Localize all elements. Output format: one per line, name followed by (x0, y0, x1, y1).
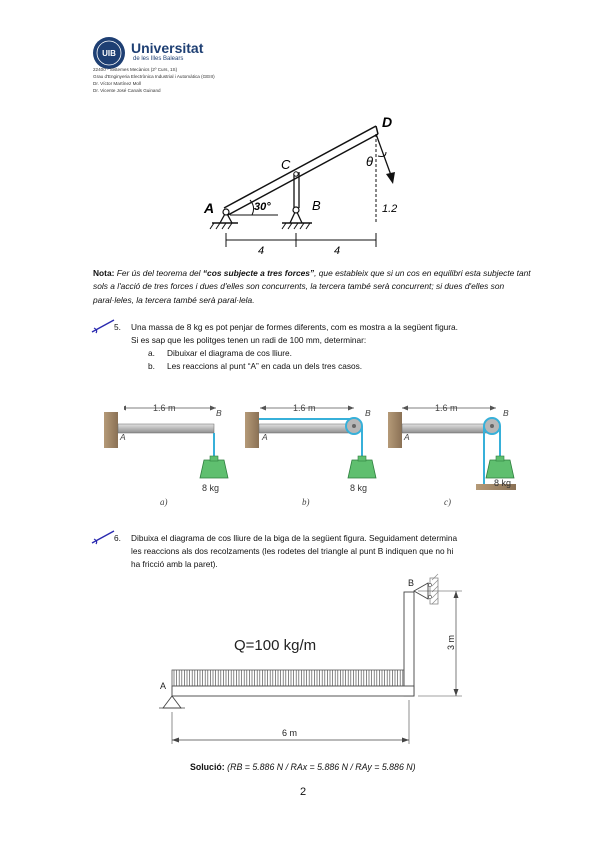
figure-loaded-beam (150, 572, 480, 758)
header-line: 22400 - Sistemes Mecànics (2º Curs, 1S) (93, 67, 178, 72)
note-body: , que estableix que si un cos en equilibri esta subjecte tant sols a l'acció de tres forces i dues d'elles son concurrents, la tercera també serà concurrent; si dues d'elles son paral·leles, la tercera també serà paral·lela. (93, 268, 531, 305)
theorem-note (93, 267, 533, 307)
problem6-line1: Dibuixa el diagrama de cos lliure de la biga de la següent figura. Seguidament determina (131, 533, 458, 543)
header-line: Grau d'Enginyeria Electrònica Industrial i Automàtica (GEIII) (93, 74, 215, 79)
load-label: Q=100 kg/m (234, 637, 317, 654)
dim-v-label: 3 m (446, 634, 456, 650)
caption-b: b) (302, 497, 310, 507)
university-logo (92, 36, 126, 70)
label-dim1: 4 (258, 245, 265, 257)
note-quote: “cos subjecte a tres forces” (202, 268, 315, 278)
support-a-label: A (160, 681, 167, 691)
label-b: B (312, 198, 321, 213)
dim-label: 1.6 m (435, 403, 458, 413)
problem5-item-a: Dibuixar el diagrama de cos lliure. (167, 348, 292, 358)
problem5-line2: Si es sap que les politges tenen un radi de 100 mm, determinar: (131, 335, 367, 345)
checkmark-icon (90, 318, 116, 334)
problem5-line1: Una massa de 8 kg es pot penjar de formes diferents, com es mostra a la següent figura. (131, 322, 458, 332)
point-a-label: A (120, 432, 126, 442)
label-a: A (204, 200, 215, 216)
problem5-number: 5. (114, 322, 121, 332)
distributed-load (174, 670, 403, 686)
dim-label: 1.6 m (153, 403, 176, 413)
dim-label: 1.6 m (293, 403, 316, 413)
support-b-label: B (408, 578, 415, 588)
university-subtitle: de les Illes Balears (133, 56, 184, 62)
label-theta: θ (366, 154, 374, 169)
label-force: 1.2 (382, 203, 398, 215)
label-d: D (382, 114, 393, 130)
checkmark-icon (90, 529, 116, 545)
label-c: C (281, 157, 291, 172)
problem6-number: 6. (114, 533, 121, 543)
figure-three-force-body (190, 112, 420, 260)
case-c (388, 403, 516, 490)
header-line: Dr. Víctor Martínez Moll (93, 81, 141, 86)
point-a-label: A (404, 432, 410, 442)
problem6-line2: les reaccions als dos recolzaments (les rodetes del triangle al punt B indiquen que no hi (131, 546, 454, 556)
point-a-label: A (262, 432, 268, 442)
problem6-line3: ha fricció amb la paret). (131, 559, 218, 569)
mass-label: 8 kg (202, 483, 220, 493)
mass-label: 8 kg (350, 483, 368, 493)
point-b-label: B (503, 408, 509, 418)
label-dim2: 4 (334, 245, 341, 257)
problem5-item-b-marker: b. (148, 361, 155, 371)
problem5-item-b: Les reaccions al punt “A” en cada un dels tres casos. (167, 361, 363, 371)
case-b (245, 403, 376, 493)
caption-a: a) (160, 497, 168, 507)
header-line: Dr. Vicente José Canals Guinand (93, 88, 161, 93)
problem5-item-a-marker: a. (148, 348, 155, 358)
dim-h-label: 6 m (282, 728, 298, 738)
page-number: 2 (300, 786, 307, 798)
solution-value: (RB = 5.886 N / RAx = 5.886 N / RAy = 5.886 N) (227, 762, 416, 772)
solution-label: Solució: (190, 762, 225, 772)
point-b-label: B (216, 408, 222, 418)
note-label: Nota: (93, 268, 115, 278)
case-a (104, 402, 228, 493)
solution (190, 762, 416, 772)
label-angle: 30° (254, 201, 271, 213)
point-b-label: B (365, 408, 371, 418)
university-name: Universitat (131, 40, 204, 56)
note-lead: Fer ús del teorema del (116, 268, 201, 278)
logo-text: UIB (102, 49, 116, 58)
mass-label: 8 kg (494, 478, 512, 488)
caption-c: c) (444, 497, 451, 507)
